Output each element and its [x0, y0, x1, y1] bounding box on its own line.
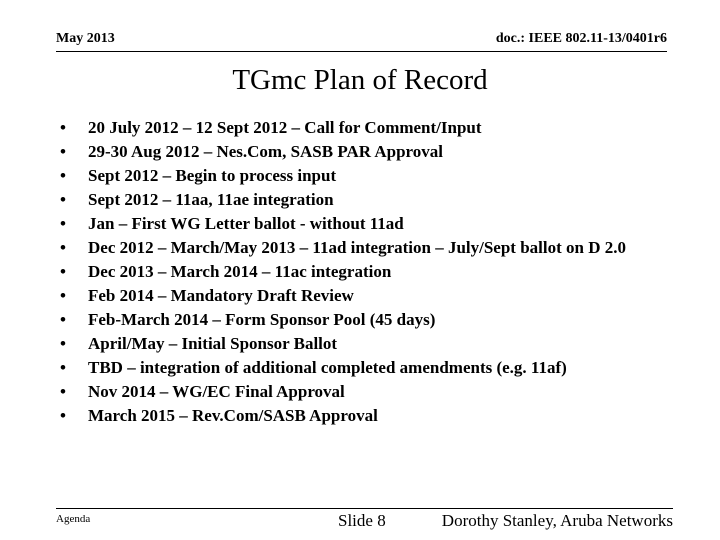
bullet-text: Feb-March 2014 – Form Sponsor Pool (45 days) [88, 310, 436, 329]
bullet-item [56, 380, 676, 404]
bullet-dot-icon: • [60, 310, 66, 329]
bullet-text: Feb 2014 – Mandatory Draft Review [88, 286, 354, 305]
bullet-dot-icon: • [60, 214, 66, 233]
bullet-dot-icon: • [60, 406, 66, 425]
bullet-item [56, 188, 676, 212]
footer-section: Agenda [56, 513, 91, 525]
bullet-item [56, 404, 676, 428]
footer-slide-number: Slide 8 [338, 511, 386, 530]
bullet-dot-icon: • [60, 382, 66, 401]
bullet-text: 20 July 2012 – 12 Sept 2012 – Call for Comment/Input [88, 118, 482, 137]
bullet-item [56, 236, 676, 260]
bullet-text: TBD – integration of additional completed amendments (e.g. 11af) [88, 358, 567, 377]
footer-author: Dorothy Stanley, Aruba Networks [441, 511, 673, 530]
bullet-text: Nov 2014 – WG/EC Final Approval [88, 382, 345, 401]
header-date: May 2013 [56, 31, 115, 46]
bullet-item [56, 332, 676, 356]
bullet-dot-icon: • [60, 118, 66, 137]
bullet-text: Sept 2012 – 11aa, 11ae integration [88, 190, 334, 209]
bullet-text: Dec 2012 – March/May 2013 – 11ad integration – July/Sept ballot on D 2.0 [88, 238, 627, 257]
bullet-dot-icon: • [60, 286, 66, 305]
bullet-dot-icon: • [60, 190, 66, 209]
bullet-list [56, 116, 676, 428]
bullet-item [56, 284, 676, 308]
bullet-text: Dec 2013 – March 2014 – 11ac integration [88, 262, 392, 281]
bullet-item [56, 260, 676, 284]
footer-divider [56, 508, 673, 509]
header-doc-id: doc.: IEEE 802.11-13/0401r6 [495, 31, 667, 46]
header-divider [56, 51, 667, 52]
bullet-text: 29-30 Aug 2012 – Nes.Com, SASB PAR Approval [88, 142, 443, 161]
bullet-text: April/May – Initial Sponsor Ballot [88, 334, 338, 353]
bullet-dot-icon: • [60, 142, 66, 161]
bullet-dot-icon: • [60, 238, 66, 257]
bullet-dot-icon: • [60, 358, 66, 377]
bullet-dot-icon: • [60, 262, 66, 281]
bullet-text: Jan – First WG Letter ballot - without 11ad [88, 214, 404, 233]
bullet-item [56, 356, 676, 380]
bullet-item [56, 164, 676, 188]
bullet-item [56, 116, 676, 140]
bullet-text: Sept 2012 – Begin to process input [88, 166, 337, 185]
bullet-item [56, 140, 676, 164]
bullet-text: March 2015 – Rev.Com/SASB Approval [88, 406, 378, 425]
bullet-dot-icon: • [60, 334, 66, 353]
bullet-item [56, 212, 676, 236]
slide-title: TGmc Plan of Record [232, 64, 488, 96]
bullet-dot-icon: • [60, 166, 66, 185]
bullet-item [56, 308, 676, 332]
